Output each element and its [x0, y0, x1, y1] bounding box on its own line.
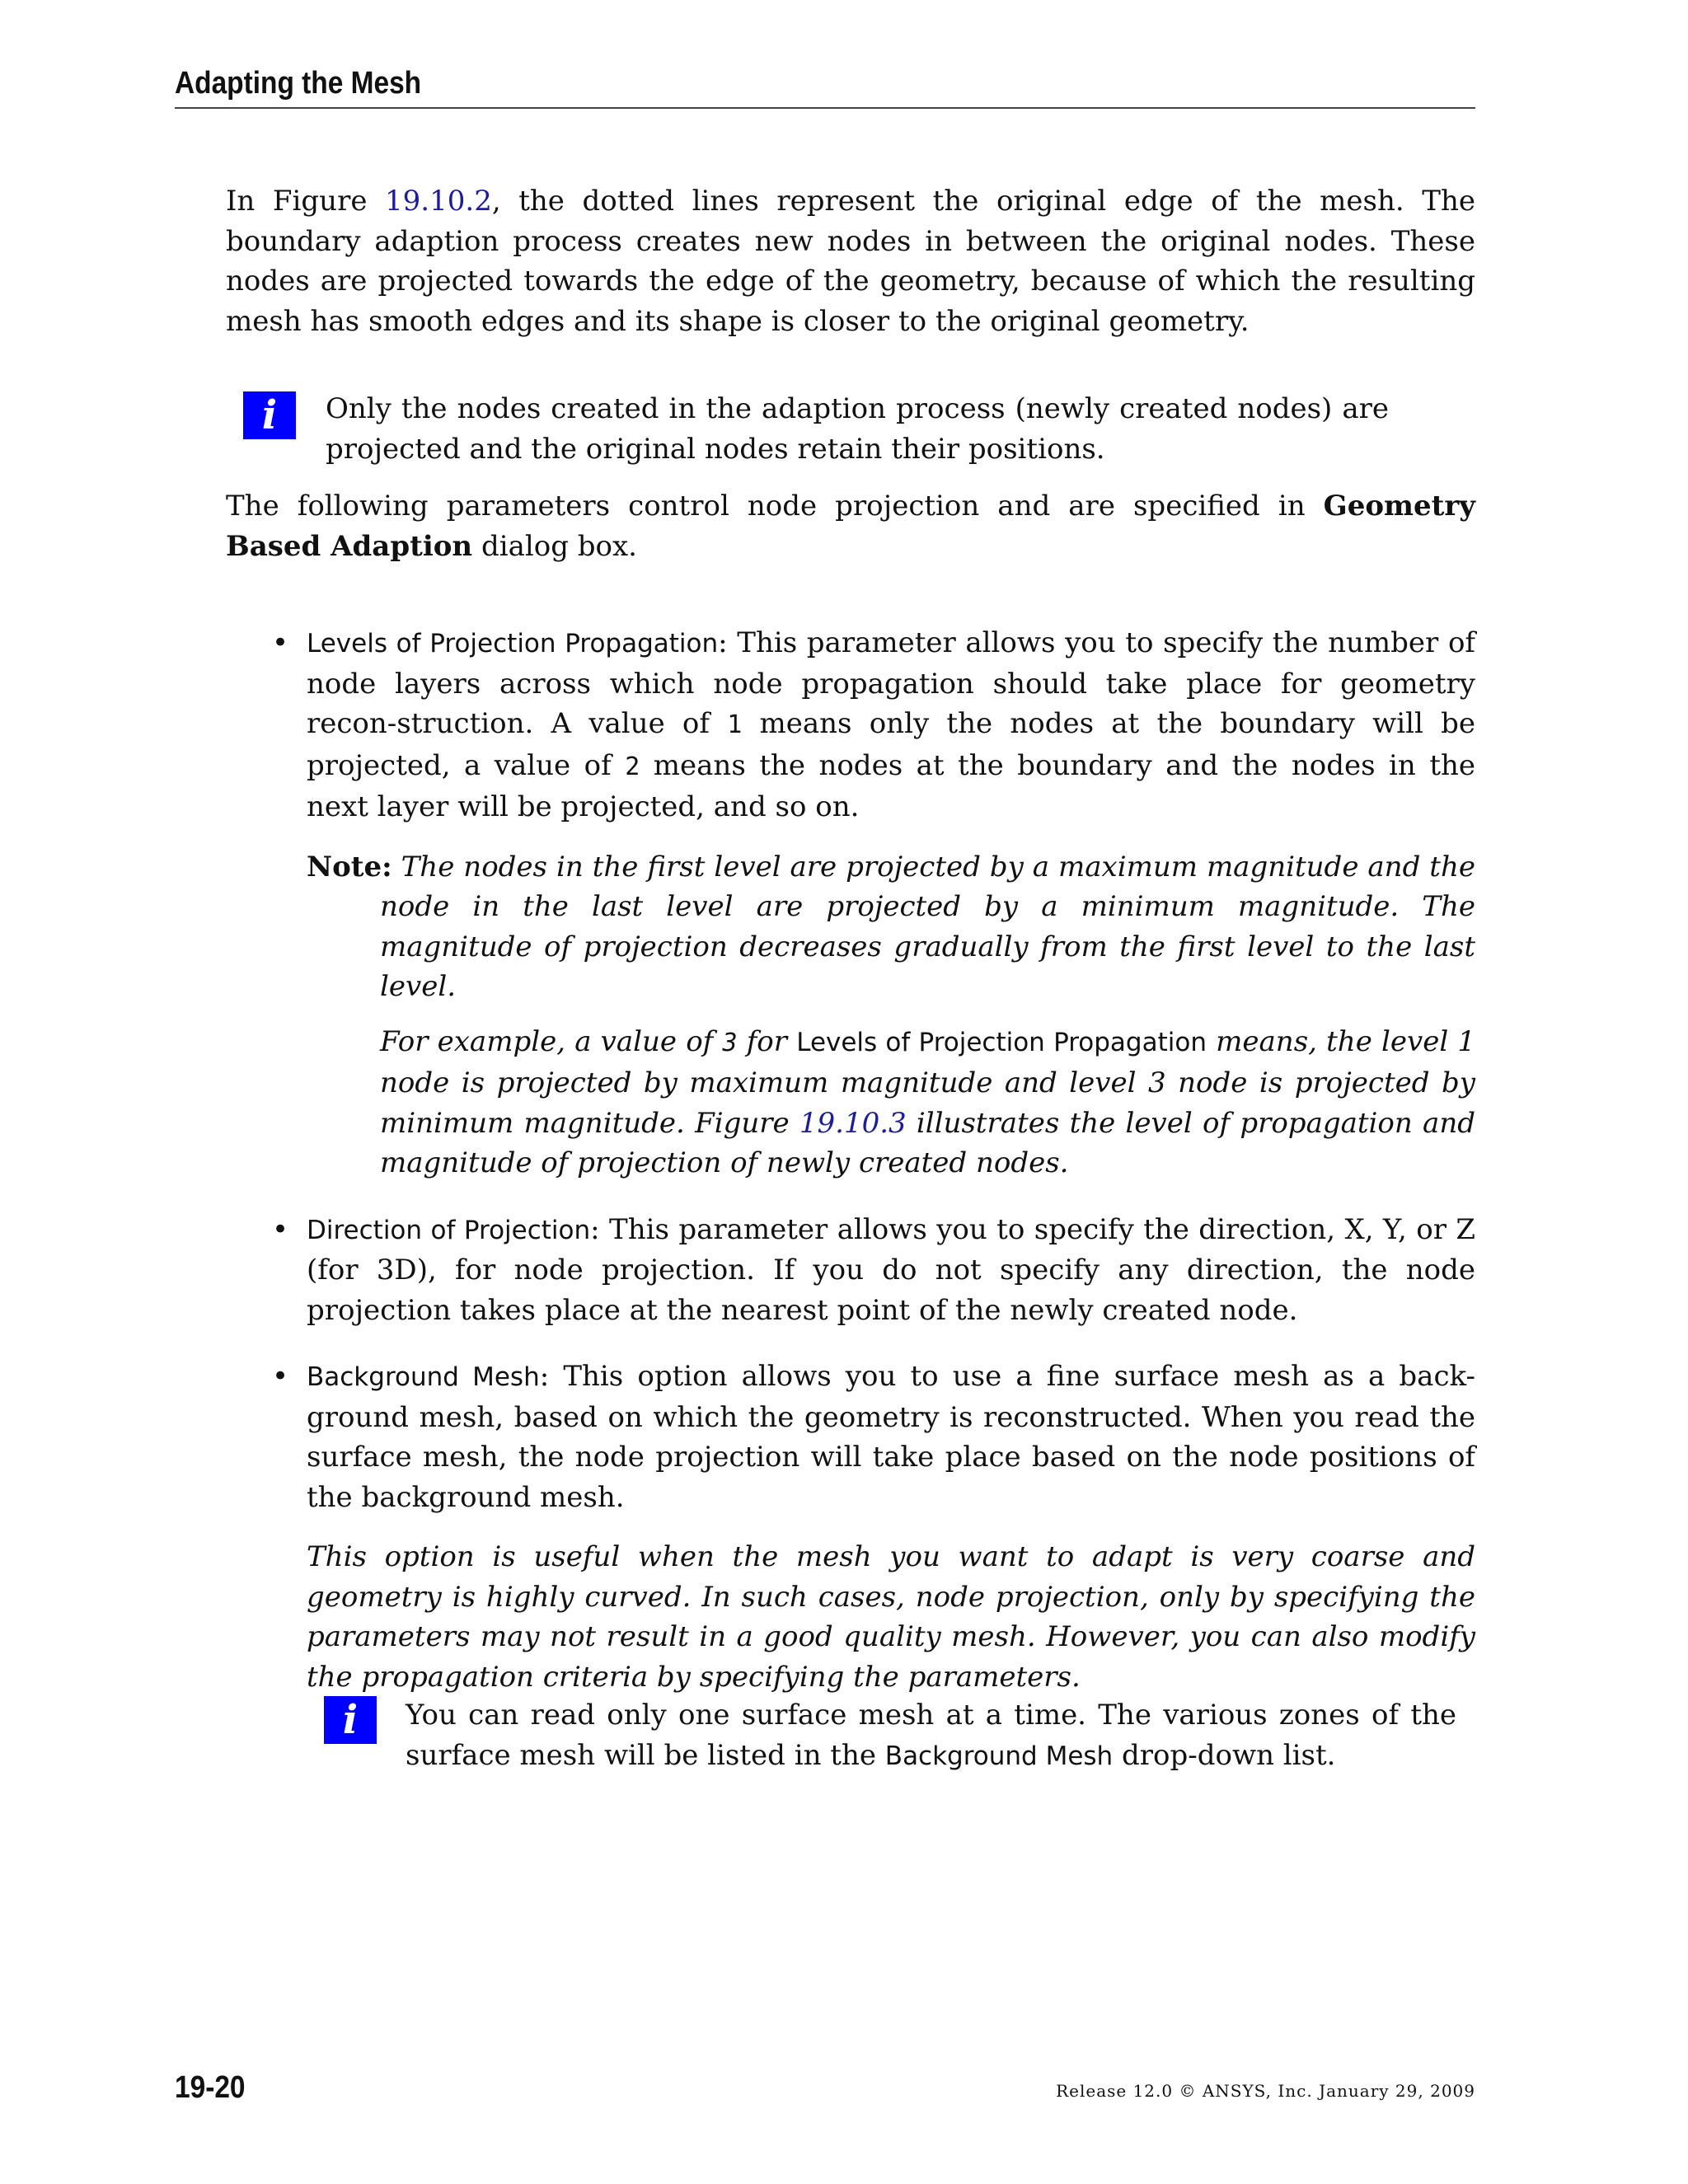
levels-description-1: : This parameter allows you to specify the number of node layers across which node propagation should take place for geometry recon-struction. A value of — [307, 626, 1476, 740]
background-mesh-italic-note: This option is useful when the mesh you want to adapt is very coarse and geometry is highly curved. In such cases, node projection, only by specifying the parameters may not result in a good quality mesh. However, you can also modify the propagation criteria by specifying the parameters. — [307, 1540, 1475, 1694]
note2-text-2: drop-down list. — [1113, 1738, 1336, 1772]
page-number: 19-20 — [175, 2070, 246, 2105]
note-text: The nodes in the first level are projected by a maximum magnitude and the node in the last level are projected by a minimum magnitude. The magnitude of projection decreases gradually from the first level to the last level. — [380, 850, 1475, 1003]
term-background-mesh: Background Mesh — [307, 1362, 540, 1392]
example-text-2: for — [737, 1024, 797, 1058]
figure-link-19-10-3[interactable]: 19.10.3 — [799, 1106, 907, 1140]
term-direction-of-projection: Direction of Projection — [307, 1215, 591, 1245]
levels-note — [307, 847, 1475, 1183]
example-value: 3 — [722, 1028, 738, 1057]
info-icon: i — [324, 1696, 377, 1744]
bullet-icon: • — [272, 626, 289, 659]
running-header-title: Adapting the Mesh — [175, 66, 422, 101]
intro-text-rest: , the dotted lines represent the original edge of the mesh. The boundary adaption process creates new nodes in between the original nodes. These nodes are projected towards the edge of the geometry, because of which the resulting mesh has smooth edges and its shape is closer to the original geometry. — [226, 185, 1475, 338]
note2-text-1: You can read only one surface mesh at a time. The various zones of the surface mesh will be listed in the — [406, 1699, 1456, 1772]
note2-term: Background Mesh — [884, 1741, 1114, 1771]
info-note-newly-created-nodes: Only the nodes created in the adaption process (newly created nodes) are projected and the original nodes retain their positions. — [326, 392, 1389, 466]
header-rule — [175, 107, 1475, 109]
release-footer: Release 12.0 © ANSYS, Inc. January 29, 2009 — [1056, 2081, 1475, 2101]
bullet-icon: • — [272, 1360, 289, 1393]
note-example — [307, 1022, 1475, 1183]
term-levels-of-projection-propagation: Levels of Projection Propagation — [307, 629, 719, 658]
figure-link-19-10-2[interactable]: 19.10.2 — [385, 185, 492, 218]
parameters-intro-paragraph — [226, 486, 1475, 566]
params-intro-tail: dialog box. — [472, 529, 637, 563]
value-2: 2 — [625, 752, 640, 781]
levels-description-2: means only the nodes at the boundary will be projected, a value of — [307, 707, 1475, 782]
list-item-background-mesh — [272, 1357, 1475, 1697]
bullet-icon: • — [272, 1212, 289, 1246]
list-item-levels-of-projection-propagation — [272, 623, 1475, 1183]
note-label: Note: — [307, 850, 392, 883]
background-mesh-description: : This option allows you to use a fine surface mesh as a back-ground mesh, based on which the geometry is reconstructed. When you read the surface mesh, the node projection will take place based on the node positions of the background mesh. — [307, 1360, 1475, 1514]
example-text-1: For example, a value of — [380, 1024, 723, 1058]
parameter-list — [272, 623, 1475, 1697]
levels-description-3: means the nodes at the boundary and the nodes in the next layer will be projected, and so on. — [307, 748, 1476, 823]
value-1: 1 — [727, 710, 743, 739]
list-item-direction-of-projection — [272, 1210, 1475, 1331]
direction-description: : This parameter allows you to specify the direction, X, Y, or Z (for 3D), for node projection. If you do not specify any direction, the node projection takes place at the nearest point of the newly created node. — [307, 1212, 1475, 1327]
info-icon: i — [243, 391, 296, 439]
info-note-surface-mesh — [406, 1695, 1456, 1776]
example-text-4: illustrates the level of propagation and magnitude of projection of newly created nodes. — [380, 1106, 1475, 1179]
intro-text-start: In Figure — [226, 185, 386, 218]
intro-paragraph — [226, 181, 1475, 341]
example-text-3: means, the level 1 node is projected by maximum magnitude and level 3 node is projected by minimum magnitude. Figure — [380, 1024, 1476, 1140]
dialog-name: Geometry Based Adaption — [226, 490, 1475, 563]
params-intro-text: The following parameters control node projection and are specified in — [226, 490, 1324, 523]
example-term: Levels of Projection Propagation — [796, 1027, 1207, 1057]
